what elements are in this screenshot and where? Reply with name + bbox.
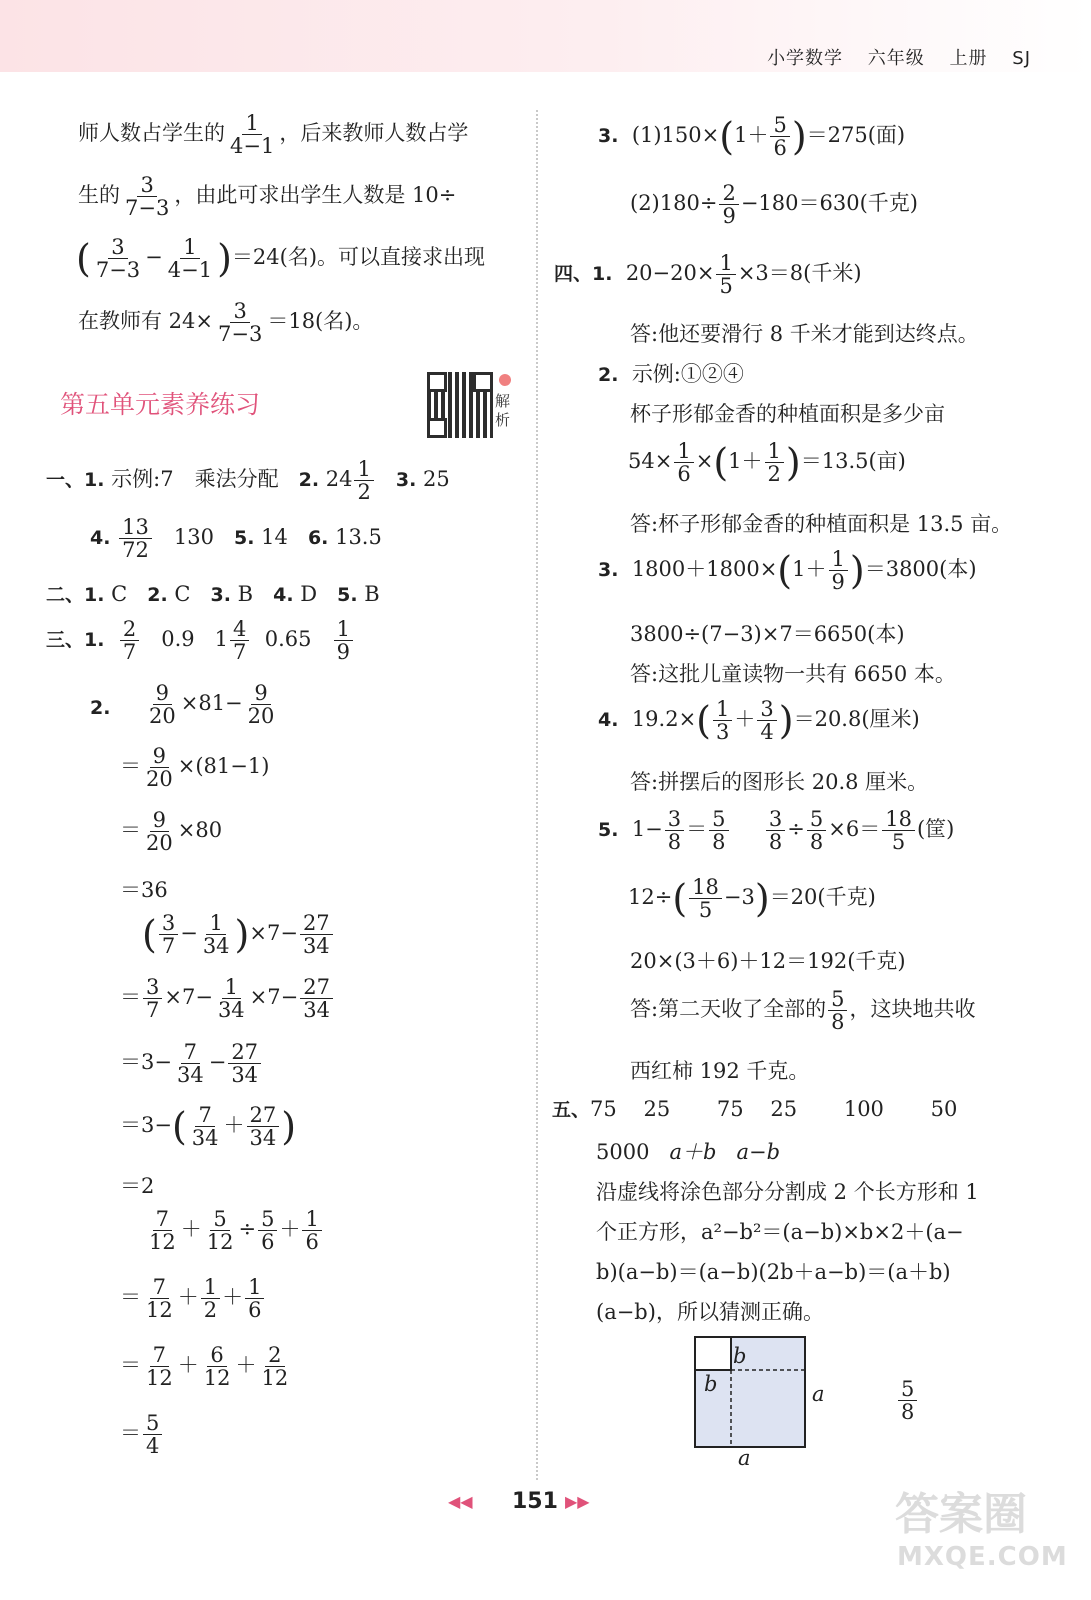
intro-line-2: 生的 $\frac{3}{7-3}$ ，由此可求出学生人数是 10÷: [78, 173, 457, 221]
diagram-label-a-bottom: a: [738, 1446, 751, 1470]
calc-b-step-3: ＝3− $\frac{7}{34}$ − $\frac{27}{34}$: [120, 1041, 263, 1086]
diagram-label-b-left: b: [704, 1372, 718, 1396]
part-3-line-1: 三、1. $\frac{2}{7}$ 0.9 1 $\frac{4}{7}$ 0.65 $\frac{1}{9}$: [46, 618, 355, 663]
calc-a-step-2: ＝ $\frac{9}{20}$ ×(81−1): [120, 744, 270, 792]
calc-b-step-5: ＝2: [120, 1174, 155, 1198]
calc-c-step-4: ＝ $\frac{5}{4}$: [120, 1412, 164, 1457]
watermark-url: MXQE.COM: [897, 1542, 1068, 1572]
intro-line-3: ( $\frac{3}{7-3}$ − $\frac{1}{4-1}$ )＝24(名)。可以直接求出现: [76, 235, 486, 283]
calc-a-step-3: ＝ $\frac{9}{20}$ ×80: [120, 808, 223, 856]
s5-row-2: 5000 a＋b a−b: [596, 1140, 781, 1164]
s4-question-2: 杯子形郁金香的种植面积是多少亩: [630, 402, 945, 426]
calc-b-step-2: ＝ $\frac{3}{7}$ ×7− $\frac{1}{34}$ ×7− $\frac{27}{34}$: [120, 976, 335, 1021]
header-volume: 上册: [949, 48, 988, 69]
q3-line-2: (2)180÷ $\frac{2}{9}$ −180＝630(千克): [630, 181, 918, 229]
s5-text-3: b)(a−b)＝(a−b)(2b＋a−b)＝(a＋b): [596, 1260, 951, 1284]
s4-item-4: 4. 19.2×( $\frac{1}{3}$ ＋ $\frac{3}{4}$ )＝20.8(厘米): [598, 697, 920, 745]
s4-item-3: 3. 1800＋1800×(1＋ $\frac{1}{9}$ )＝3800(本): [598, 547, 977, 595]
diagram-label-a-right: a: [812, 1382, 825, 1406]
calc-a-step-1: $\frac{9}{20}$ ×81− $\frac{9}{20}$: [149, 681, 275, 729]
intro-line-4: 在教师有 24× $\frac{3}{7-3}$ ＝18(名)。: [78, 299, 374, 347]
column-divider: [536, 110, 538, 1480]
header-grade: 六年级: [867, 48, 925, 69]
part-2-line: 二、1. C 2. C 3. B 4. D 5. B: [46, 582, 380, 606]
s4-answer-5-cont: 西红柿 192 千克。: [630, 1059, 810, 1083]
next-page-icon[interactable]: ▶▶: [565, 1492, 590, 1511]
calc-c-step-2: ＝ $\frac{7}{12}$ ＋ $\frac{1}{2}$ ＋ $\frac{1}{6}$: [120, 1276, 266, 1321]
header-edition: SJ: [1012, 48, 1031, 69]
prev-page-icon[interactable]: ◀◀: [448, 1492, 473, 1511]
s4-answer-5: 答:第二天收了全部的 $\frac{5}{8}$ ，这块地共收: [630, 987, 976, 1035]
header: [749, 44, 1031, 70]
s5-text-2: 个正方形，a²−b²＝(a−b)×b×2＋(a−: [596, 1220, 964, 1244]
s4-calc-3: 3800÷(7−3)×7＝6650(本): [630, 622, 905, 646]
s4-answer-4: 答:拼摆后的图形长 20.8 厘米。: [630, 770, 929, 794]
s4-item-5: 5. 1− $\frac{3}{8}$ ＝ $\frac{5}{8}$ $\frac{3}{8}$ ÷ $\frac{5}{8}$ ×6＝ $\frac{18}{5}$ (筐): [598, 807, 955, 855]
s4-item-1: 四、1. 20−20× $\frac{1}{5}$ ×3＝8(千米): [554, 251, 862, 299]
diagram-label-b-top: b: [733, 1344, 747, 1368]
play-icon: [499, 374, 511, 386]
part-1-line-2: 4. $\frac{13}{72}$ 130 5. 14 6. 13.5: [90, 515, 382, 563]
watermark-logo: 答案圈: [895, 1489, 1027, 1540]
part-1-line-1: 一、1. 示例:7 乘法分配 2. 24 $\frac{1}{2}$ 3. 25: [46, 457, 450, 505]
calc-a-step-4: ＝36: [120, 878, 168, 902]
s4-item-2: 2. 示例:①②④: [598, 362, 744, 386]
header-subject: 小学数学: [767, 48, 844, 69]
page-number: 151: [512, 1489, 558, 1514]
calc-b-step-4: ＝3−( $\frac{7}{34}$ ＋ $\frac{27}{34}$ ): [120, 1103, 297, 1151]
diagram-side-fraction: $\frac{5}{8}$: [896, 1378, 919, 1423]
s5-text-1: 沿虚线将涂色部分分割成 2 个长方形和 1: [596, 1180, 979, 1204]
intro-line-1: 师人数占学生的 $\frac{1}{4-1}$ ，后来教师人数占学: [78, 111, 469, 159]
calc-c-step-3: ＝ $\frac{7}{12}$ ＋ $\frac{6}{12}$ ＋ $\frac{2}{12}$: [120, 1343, 289, 1391]
s4-calc-5b: 12÷( $\frac{18}{5}$ −3)＝20(千克): [628, 875, 876, 923]
s4-answer-2: 答:杯子形郁金香的种植面积是 13.5 亩。: [630, 512, 1013, 536]
s4-answer-3: 答:这批儿童读物一共有 6650 本。: [630, 662, 956, 686]
section-title: 第五单元素养练习: [60, 390, 261, 419]
part-3-item-2-label: 2.: [90, 697, 111, 719]
calc-c-step-1: $\frac{7}{12}$ ＋ $\frac{5}{12}$ ÷ $\frac{5}{6}$ ＋ $\frac{1}{6}$: [144, 1208, 324, 1253]
s5-text-4: (a−b)，所以猜测正确。: [596, 1300, 824, 1324]
q3-line-1: 3. (1)150×(1＋ $\frac{5}{6}$ )＝275(面): [598, 113, 906, 161]
qr-code-icon[interactable]: [427, 372, 493, 438]
s4-answer-1: 答:他还要滑行 8 千米才能到达终点。: [630, 322, 979, 346]
s4-calc-5c: 20×(3＋6)＋12＝192(千克): [630, 949, 906, 973]
calc-b-step-1: ( $\frac{3}{7}$ − $\frac{1}{34}$ )×7− $\frac{27}{34}$: [142, 912, 335, 957]
s5-row-1: 五、75 25 75 25 100 50: [552, 1097, 958, 1121]
qr-label: 解 析: [495, 392, 511, 429]
s4-calc-2: 54× $\frac{1}{6}$ ×(1＋ $\frac{1}{2}$ )＝13.5(亩): [628, 439, 906, 487]
